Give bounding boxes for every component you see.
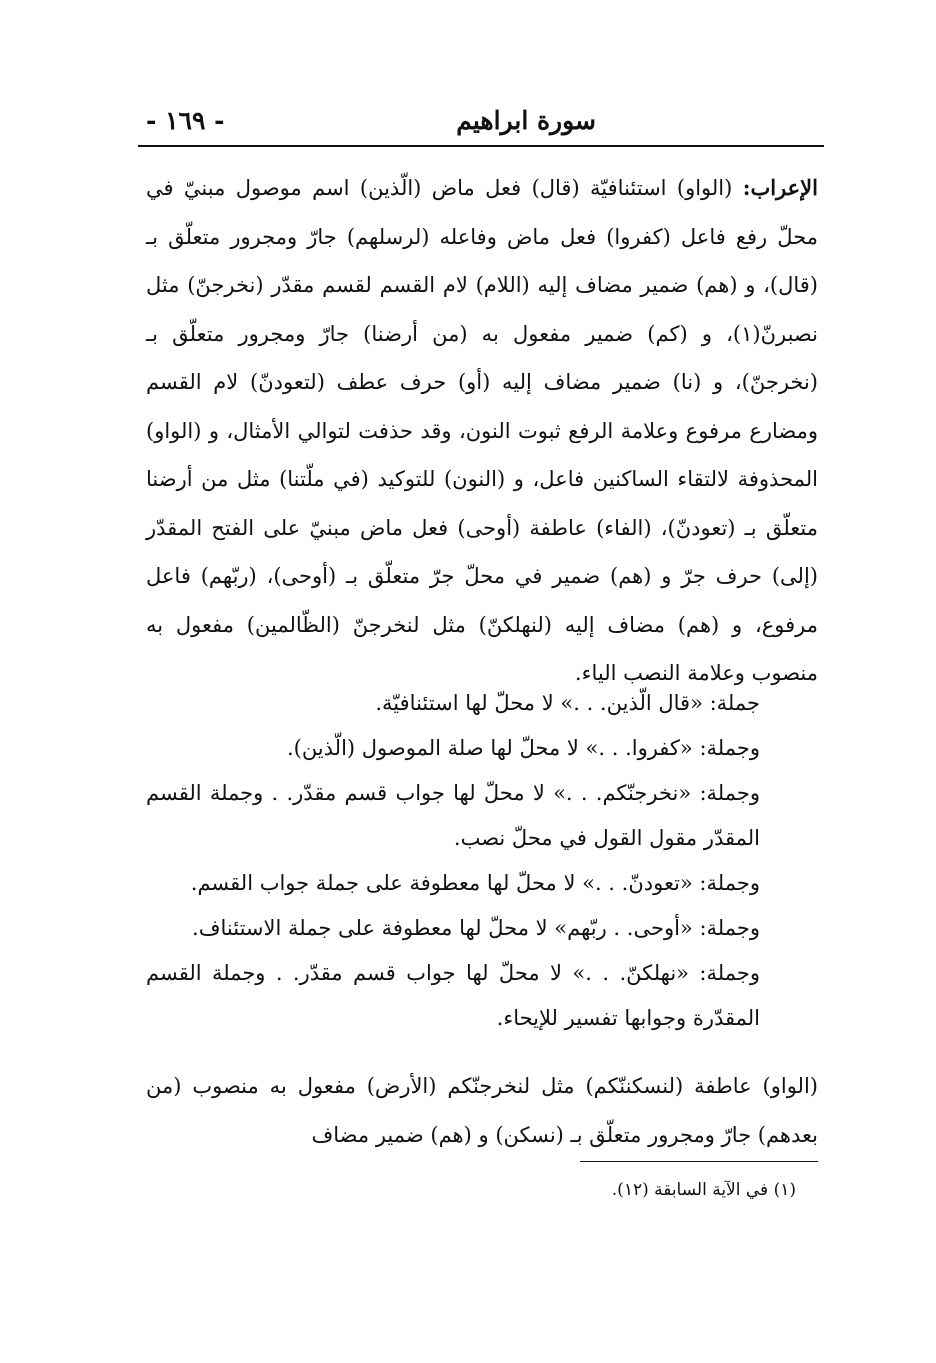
page-header [138,100,824,146]
surah-title: سورة ابراهيم [456,106,596,135]
sentence-item: وجملة: «نهلكنّ. . .» لا محلّ لها جواب قسم مقدّر. . وجملة القسم المقدّرة وجوابها تفسير للإيحاء. [146,961,760,1030]
footnote: (١) في الآية السابقة (١٢). [611,1180,796,1200]
sentences-list [146,681,818,1041]
sentence-item: جملة: «قال الّذين. . .» لا محلّ لها استئنافيّة. [375,691,760,715]
page-number: - ١٦٩ - [146,106,225,135]
header-divider [138,145,824,147]
irab-paragraph [146,164,818,698]
sentence-item: وجملة: «نخرجنّكم. . .» لا محلّ لها جواب قسم مقدّر. . وجملة القسم المقدّر مقول القول في محلّ نصب. [146,781,760,850]
irab-label: الإعراب: [742,175,818,200]
sentence-item: وجملة: «أوحى. . ربّهم» لا محلّ لها معطوفة على جملة الاستئناف. [192,916,760,940]
sentence-item: وجملة: «تعودنّ. . .» لا محلّ لها معطوفة على جملة جواب القسم. [190,871,760,895]
irab-text: (الواو) استئنافيّة (قال) فعل ماض (الّذين) اسم موصول مبنيّ في محلّ رفع فاعل (كفروا) فعل ماض وفاعله (لرسلهم) جارّ ومجرور متعلّق بـ (قال)، و (هم) ضمير مضاف إليه (اللام) لام القسم لقسم مقدّر (نخرجنّ) مثل نصبرنّ(١)، و (كم) ضمير مفعول به (من أرضنا) جارّ ومجرور متعلّق بـ (نخرجنّ)، و (نا) ضمير مضاف إليه (أو) حرف عطف (لتعودنّ) لام القسم ومضارع مرفوع وعلامة الرفع ثبوت النون، وقد حذفت لتوالي الأمثال، و (الواو) المحذوفة لالتقاء الساكنين فاعل، و (النون) للتوكيد (في ملّتنا) مثل من أرضنا متعلّق بـ (تعودنّ)، (الفاء) عاطفة (أوحى) فعل ماض مبنيّ على الفتح المقدّر (إلى) حرف جرّ و (هم) ضمير في محلّ جرّ متعلّق بـ (أوحى)، (ربّهم) فاعل مرفوع، و (هم) مضاف إليه (لنهلكنّ) مثل لنخرجنّ (الظّالمين) مفعول به منصوب وعلامة النصب الياء. [146,176,818,685]
footnote-divider [580,1161,818,1162]
sentence-item: وجملة: «كفروا. . .» لا محلّ لها صلة الموصول (الّذين). [286,736,760,760]
tail-paragraph: (الواو) عاطفة (لنسكننّكم) مثل لنخرجنّكم (الأرض) مفعول به منصوب (من بعدهم) جارّ ومجرور متعلّق بـ (نسكن) و (هم) ضمير مضاف [146,1074,818,1147]
